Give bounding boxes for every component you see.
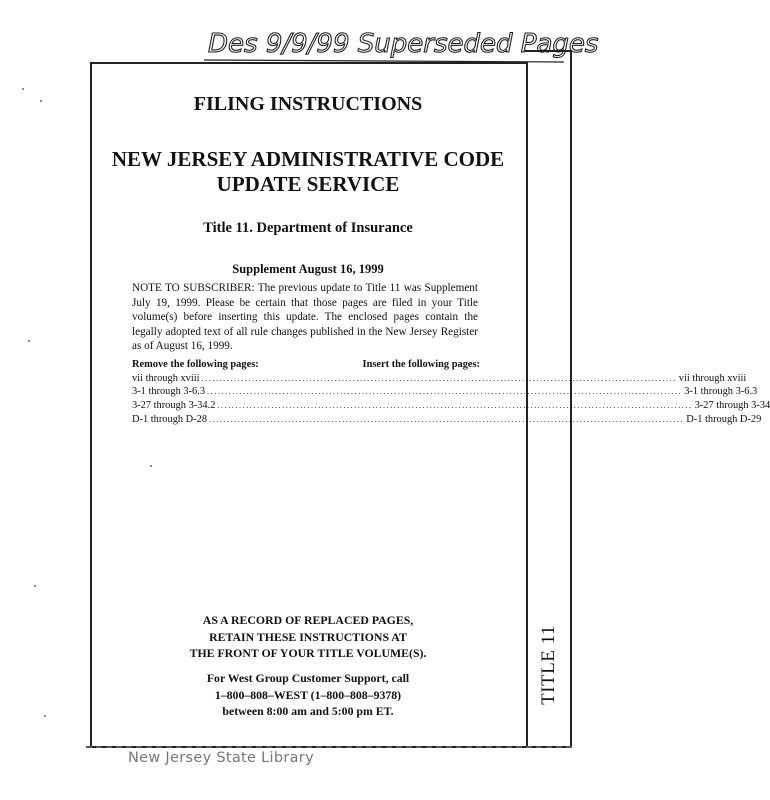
retain-line: THE FRONT OF YOUR TITLE VOLUME(S). (189, 646, 427, 660)
scan-speck (44, 715, 46, 717)
filing-heading: FILING INSTRUCTIONS (193, 93, 423, 115)
scan-speck (22, 88, 24, 90)
support-hours: between 8:00 am and 5:00 pm ET. (222, 704, 394, 718)
code-heading-line2: UPDATE SERVICE (216, 172, 400, 196)
pages-table-header (132, 358, 480, 372)
remove-header: Remove the following pages: (132, 359, 259, 370)
remove-pages: 3-1 through 3-6.3 (132, 386, 206, 398)
remove-pages: vii through xviii (132, 372, 200, 384)
leader-dots: .................................................................................................................................... (207, 387, 683, 397)
side-tab-label: TITLE 11 (538, 625, 560, 705)
insert-header: Insert the following pages: (362, 359, 480, 370)
code-heading-line1: NEW JERSEY ADMINISTRATIVE CODE (111, 147, 505, 171)
support-phone: 1–800–808–WEST (1–800–808–9378) (214, 687, 402, 702)
remove-pages: D-1 through D-28 (132, 413, 208, 425)
scan-speck (34, 585, 36, 587)
code-heading (90, 147, 526, 197)
retain-line: AS A RECORD OF REPLACED PAGES, (202, 613, 414, 627)
title-line: Title 11. Department of Insurance (203, 220, 413, 236)
scan-speck (40, 100, 42, 102)
handwritten-note-text: Des 9/9/99 Superseded Pages (208, 29, 599, 59)
pages-table (132, 358, 770, 427)
table-row (132, 372, 747, 386)
table-row (132, 385, 758, 399)
retain-instructions (90, 612, 526, 662)
subscriber-note: NOTE TO SUBSCRIBER: The previous update to Title 11 was Supplement July 19, 1999. Please be certain that those pages are filed in your Title volume(s) before inserting this update. The enclosed pages contain the legally adopted text of all rule changes published in the New Jersey Register as of August 16, 1999. (132, 282, 478, 353)
support-line: For West Group Customer Support, call (206, 671, 410, 685)
scan-speck (28, 340, 30, 342)
library-stamp: New Jersey State Library (128, 750, 314, 766)
leader-dots: .................................................................................................................................... (217, 401, 693, 411)
side-tab (530, 620, 568, 710)
supplement-line: Supplement August 16, 1999 (232, 262, 384, 276)
table-row (132, 413, 762, 427)
insert-pages: 3-1 through 3-6.3 (684, 386, 758, 398)
remove-pages: 3-27 through 3-34.2 (132, 400, 216, 412)
insert-pages: vii through xviii (678, 372, 747, 384)
retain-line: RETAIN THESE INSTRUCTIONS AT (209, 629, 407, 644)
bottom-rule (86, 742, 572, 748)
insert-pages: 3-27 through 3-34 (694, 400, 770, 412)
table-row (132, 399, 770, 413)
insert-pages: D-1 through D-29 (686, 413, 762, 425)
scan-speck (150, 465, 152, 467)
leader-dots: .................................................................................................................................... (201, 373, 677, 383)
customer-support (90, 670, 526, 720)
leader-dots: .................................................................................................................................... (209, 414, 685, 424)
